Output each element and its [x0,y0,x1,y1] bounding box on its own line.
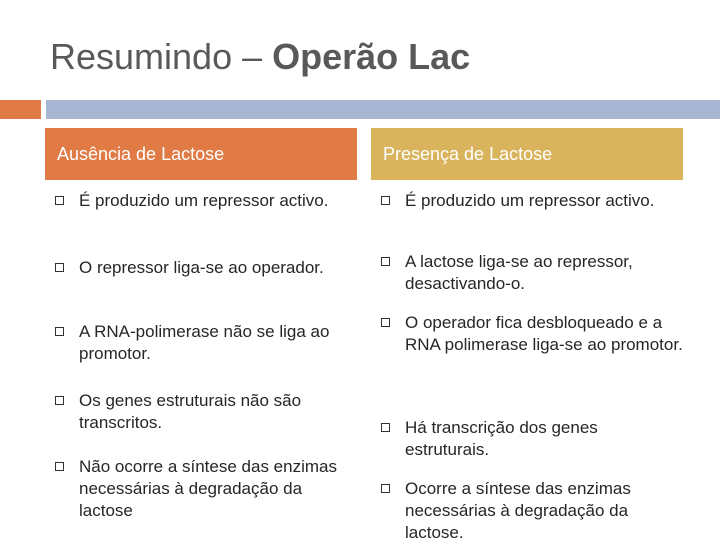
column-absence-lactose [45,128,357,520]
square-bullet-icon [55,462,64,471]
square-bullet-icon [381,318,390,327]
column-header-absence [45,128,357,180]
column-header-presence [371,128,683,180]
list-item [371,190,683,212]
list-item [371,312,683,356]
slide-title [50,36,470,78]
accent-bar-blue [46,100,720,119]
list-item [371,251,683,295]
list-item-text: A RNA-polimerase não se liga ao promotor. [79,322,330,363]
list-item-text: Os genes estruturais não são transcritos. [79,391,302,432]
square-bullet-icon [55,327,64,336]
square-bullet-icon [381,423,390,432]
list-item-text: O operador fica desbloqueado e a RNA polimerase liga-se ao promotor. [405,313,683,354]
slide-title-topic: Operão Lac [272,36,471,77]
list-item-text: É produzido um repressor activo. [405,191,655,210]
list-item-text: Ocorre a síntese das enzimas necessárias à degradação da lactose. [405,479,631,542]
slide-title-prefix: Resumindo – [50,36,273,77]
list-item-text: A lactose liga-se ao repressor, desactivando-o. [405,252,633,293]
square-bullet-icon [381,196,390,205]
list-item-text: É produzido um repressor activo. [79,191,329,210]
list-item [45,456,354,522]
square-bullet-icon [55,263,64,272]
list-item [45,257,354,279]
column-presence-lactose [371,128,683,542]
list-item [45,390,354,434]
list-item [371,478,683,544]
list-item [45,190,354,212]
square-bullet-icon [381,484,390,493]
list-item [371,417,683,461]
column-header-presence-label: Presença de Lactose [383,143,553,164]
column-header-absence-label: Ausência de Lactose [57,143,225,164]
list-item [45,321,354,365]
square-bullet-icon [381,257,390,266]
square-bullet-icon [55,196,64,205]
list-item-text: Há transcrição dos genes estruturais. [405,418,598,459]
list-item-text: Não ocorre a síntese das enzimas necessárias à degradação da lactose [79,457,337,520]
square-bullet-icon [55,396,64,405]
accent-bar-orange [0,100,41,119]
list-item-text: O repressor liga-se ao operador. [79,258,324,277]
